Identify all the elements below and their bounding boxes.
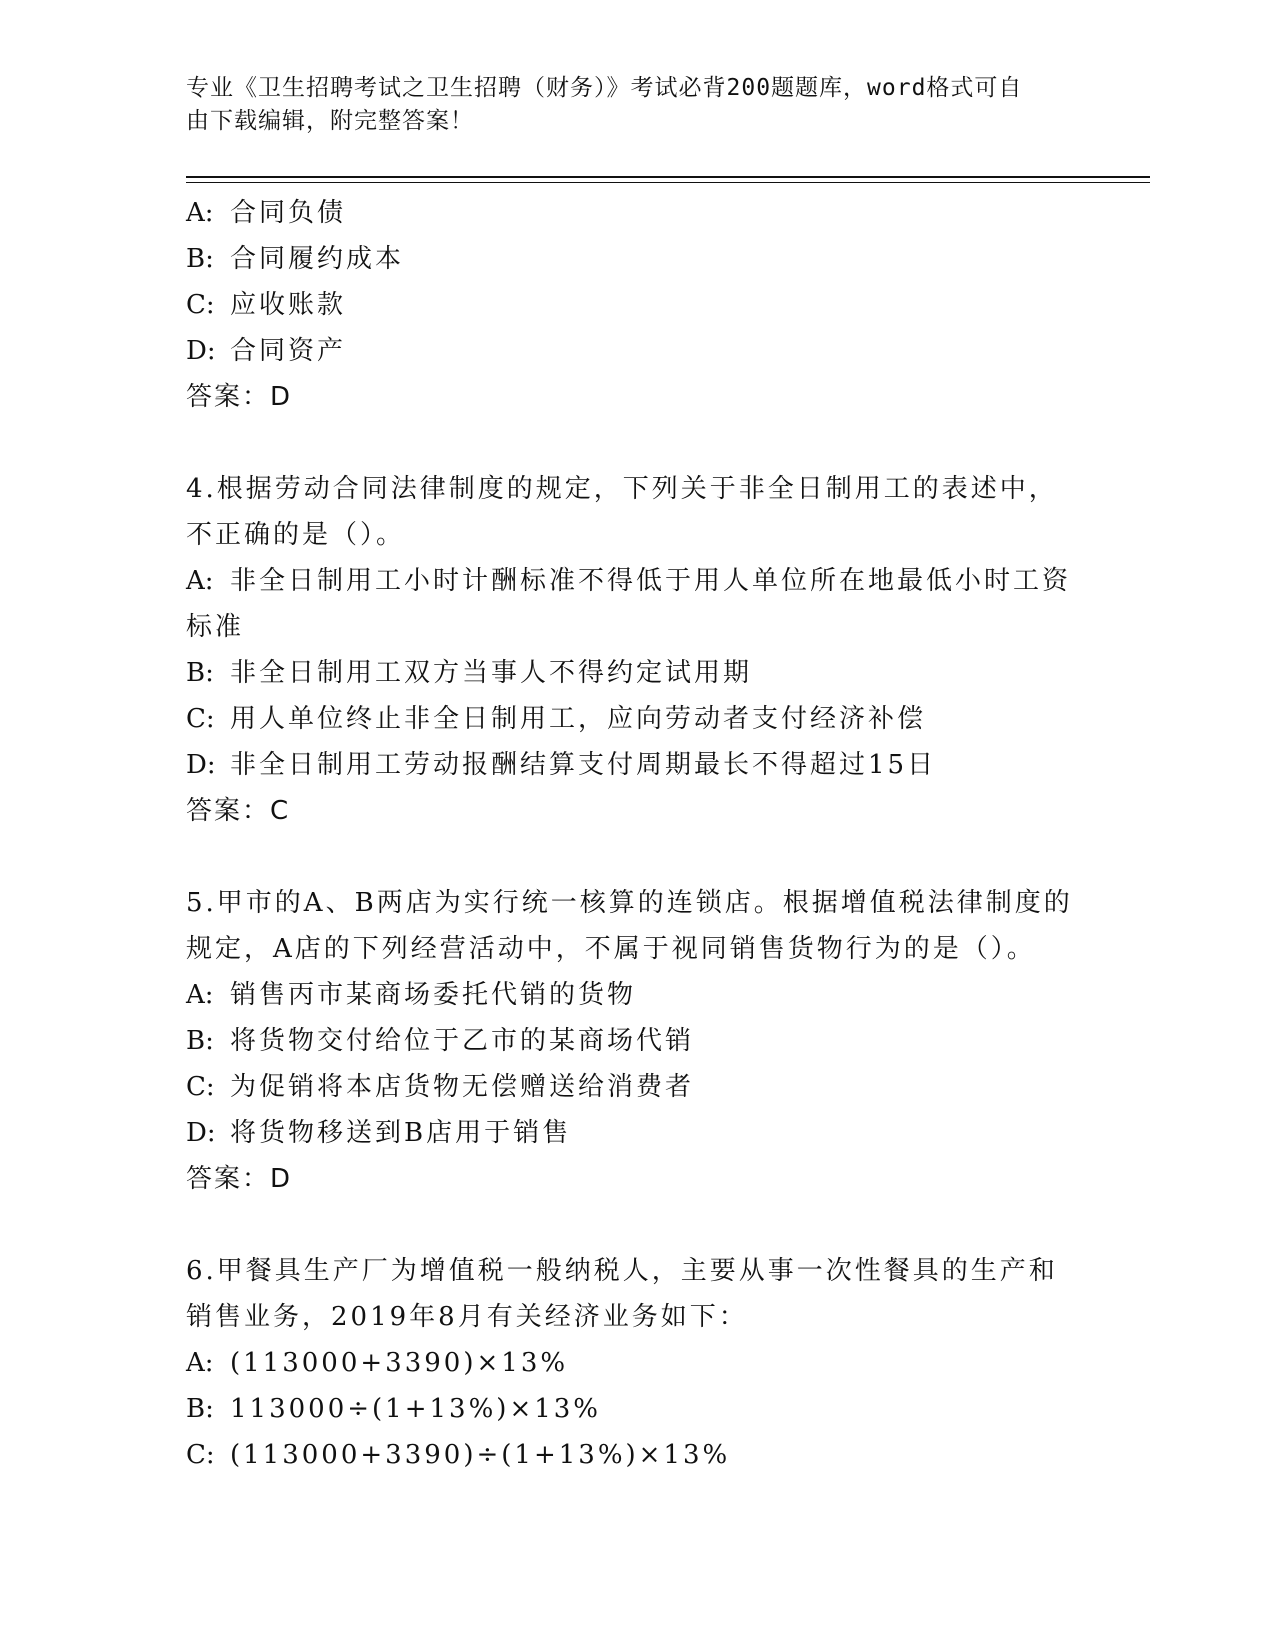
option-text: 销售丙市某商场委托代销的货物 [230, 980, 637, 1010]
option-label: D: [186, 336, 216, 366]
option-label: B: [186, 658, 214, 688]
q3-option-b [186, 236, 1086, 282]
q5-option-a [186, 972, 1086, 1018]
q4-stem-line-2: 不正确的是（）。 [186, 520, 406, 550]
question-3 [186, 190, 1086, 420]
option-text: 非全日制用工小时计酬标准不得低于用人单位所在地最低小时工资 [230, 566, 1072, 596]
answer-value: C [270, 796, 291, 826]
answer-label: 答案： [186, 382, 271, 412]
q4-option-a-continued: 标准 [186, 612, 245, 642]
document-header [186, 72, 1066, 138]
q4-option-a [186, 558, 1086, 604]
header-divider-thin [186, 182, 1150, 183]
q4-option-c [186, 696, 1086, 742]
q6-option-b [186, 1386, 1086, 1432]
option-label: B: [186, 1026, 214, 1056]
option-text: 非全日制用工劳动报酬结算支付周期最长不得超过15日 [230, 750, 937, 780]
q5-option-c [186, 1064, 1086, 1110]
option-text: 将货物移送到B店用于销售 [230, 1118, 572, 1148]
q5-option-b [186, 1018, 1086, 1064]
option-text: (113000+3390)×13% [230, 1348, 569, 1378]
q3-option-c [186, 282, 1086, 328]
header-line-2: 由下载编辑，附完整答案！ [186, 108, 474, 134]
question-5 [186, 880, 1086, 1202]
q4-option-b [186, 650, 1086, 696]
option-text: 用人单位终止非全日制用工，应向劳动者支付经济补偿 [230, 704, 927, 734]
question-spacer [186, 420, 1086, 466]
q5-stem-line-1: 5.甲市的A、B两店为实行统一核算的连锁店。根据增值税法律制度的 [186, 888, 1073, 918]
option-text: 合同负债 [230, 198, 347, 228]
option-label: B: [186, 244, 214, 274]
option-label: A: [186, 566, 214, 596]
option-label: A: [186, 980, 214, 1010]
q4-answer [186, 788, 1086, 834]
option-label: D: [186, 1118, 216, 1148]
q5-option-d [186, 1110, 1086, 1156]
option-text: 将货物交付给位于乙市的某商场代销 [230, 1026, 695, 1056]
q6-stem-line-2: 销售业务，2019年8月有关经济业务如下： [186, 1302, 748, 1332]
option-label: C: [186, 1440, 215, 1470]
option-label: A: [186, 198, 214, 228]
option-text: 合同履约成本 [230, 244, 405, 274]
q6-option-c [186, 1432, 1086, 1478]
q3-option-d [186, 328, 1086, 374]
question-spacer [186, 1202, 1086, 1248]
question-4 [186, 466, 1086, 834]
option-label: B: [186, 1394, 214, 1424]
option-text: 113000÷(1+13%)×13% [230, 1394, 602, 1424]
q5-stem-line-2: 规定，A店的下列经营活动中，不属于视同销售货物行为的是（）。 [186, 934, 1036, 964]
option-label: C: [186, 1072, 215, 1102]
question-spacer [186, 834, 1086, 880]
q5-answer [186, 1156, 1086, 1202]
answer-label: 答案： [186, 796, 271, 826]
answer-value: D [270, 382, 293, 412]
q3-answer [186, 374, 1086, 420]
option-text: 为促销将本店货物无偿赠送给消费者 [230, 1072, 695, 1102]
option-text: 合同资产 [230, 336, 347, 366]
option-label: D: [186, 750, 216, 780]
q3-option-a [186, 190, 1086, 236]
option-label: A: [186, 1348, 214, 1378]
answer-value: D [270, 1164, 293, 1194]
option-label: C: [186, 290, 215, 320]
q6-option-a [186, 1340, 1086, 1386]
q4-stem-line-1: 4.根据劳动合同法律制度的规定，下列关于非全日制用工的表述中， [186, 474, 1058, 504]
header-divider-thick [186, 176, 1150, 178]
option-text: (113000+3390)÷(1+13%)×13% [230, 1440, 731, 1470]
option-text: 应收账款 [230, 290, 347, 320]
header-line-1: 专业《卫生招聘考试之卫生招聘（财务）》考试必背200题题库，word格式可自 [186, 75, 1023, 101]
option-label: C: [186, 704, 215, 734]
q4-option-d [186, 742, 1086, 788]
option-text: 非全日制用工双方当事人不得约定试用期 [230, 658, 753, 688]
q6-stem-line-1: 6.甲餐具生产厂为增值税一般纳税人，主要从事一次性餐具的生产和 [186, 1256, 1058, 1286]
answer-label: 答案： [186, 1164, 271, 1194]
question-content [186, 190, 1086, 1478]
question-6 [186, 1248, 1086, 1478]
